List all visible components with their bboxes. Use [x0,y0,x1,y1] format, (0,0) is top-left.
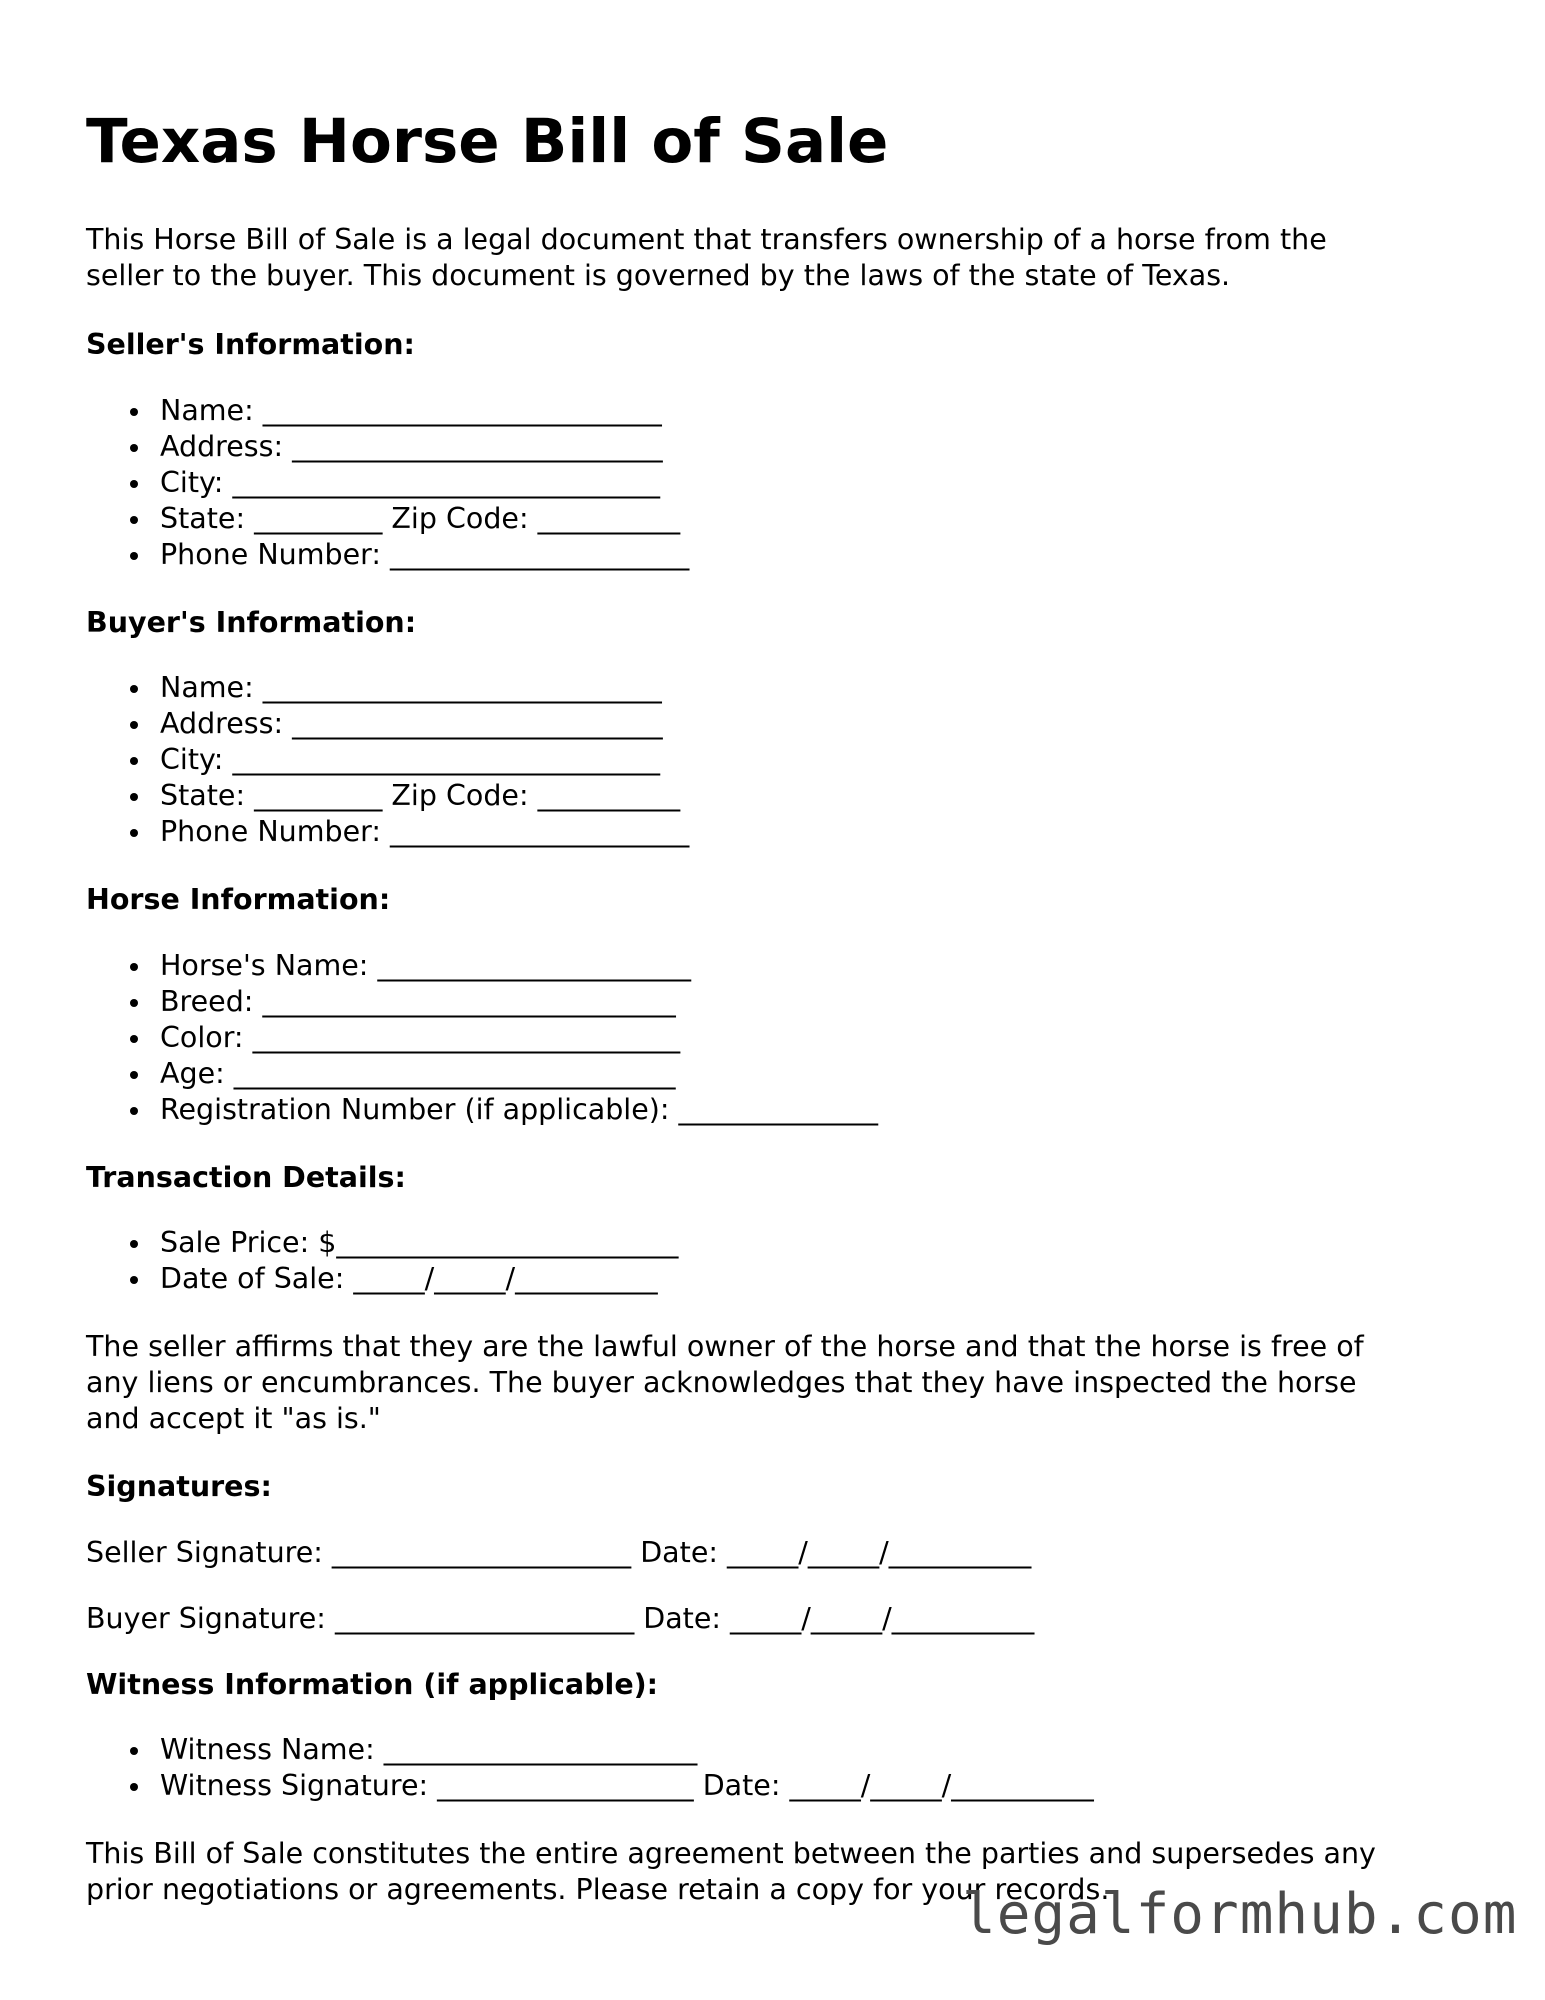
intro-paragraph [86,222,1327,294]
seller-phone-field: Phone Number: _____________________ [86,537,689,573]
sale-price-field: Sale Price: $________________________ [86,1225,678,1261]
horse-heading: Horse Information: [86,883,391,916]
closing-line-2: prior negotiations or agreements. Please retain a copy for your records. [86,1873,1110,1906]
page-title: Texas Horse Bill of Sale [86,106,889,177]
horse-name-field: Horse's Name: ______________________ [86,948,878,984]
intro-line-1: This Horse Bill of Sale is a legal document that transfers ownership of a horse from the [86,223,1327,256]
watermark-logo: legalformhub.com [962,1882,1518,1947]
horse-list [86,948,878,1128]
seller-signature-line: Seller Signature: _____________________ Date: _____/_____/__________ [86,1536,1032,1569]
witness-heading: Witness Information (if applicable): [86,1668,659,1701]
witness-signature-field: Witness Signature: __________________ Date: _____/_____/__________ [86,1768,1094,1804]
buyer-list [86,670,689,850]
intro-line-2: seller to the buyer. This document is governed by the laws of the state of Texas. [86,259,1231,292]
seller-list [86,393,689,573]
affirmation-line-3: and accept it "as is." [86,1402,381,1435]
witness-name-field: Witness Name: ______________________ [86,1732,1094,1768]
buyer-name-field: Name: ____________________________ [86,670,689,706]
buyer-heading: Buyer's Information: [86,606,417,639]
seller-heading: Seller's Information: [86,328,415,361]
transaction-heading: Transaction Details: [86,1161,406,1194]
buyer-city-field: City: ______________________________ [86,742,689,778]
buyer-state-zip-field: State: _________ Zip Code: __________ [86,778,689,814]
buyer-address-field: Address: __________________________ [86,706,689,742]
buyer-signature-line: Buyer Signature: _____________________ Date: _____/_____/__________ [86,1602,1035,1635]
seller-city-field: City: ______________________________ [86,465,689,501]
sale-date-field: Date of Sale: _____/_____/__________ [86,1261,678,1297]
witness-list [86,1732,1094,1804]
horse-age-field: Age: _______________________________ [86,1056,878,1092]
affirmation-paragraph [86,1329,1364,1437]
seller-address-field: Address: __________________________ [86,429,689,465]
affirmation-line-1: The seller affirms that they are the lawful owner of the horse and that the horse is free of [86,1330,1364,1363]
seller-name-field: Name: ____________________________ [86,393,689,429]
closing-line-1: This Bill of Sale constitutes the entire agreement between the parties and supersedes any [86,1837,1376,1870]
horse-breed-field: Breed: _____________________________ [86,984,878,1020]
transaction-list [86,1225,678,1297]
horse-color-field: Color: ______________________________ [86,1020,878,1056]
signatures-heading: Signatures: [86,1470,272,1503]
seller-state-zip-field: State: _________ Zip Code: __________ [86,501,689,537]
affirmation-line-2: any liens or encumbrances. The buyer acknowledges that they have inspected the horse [86,1366,1357,1399]
horse-registration-field: Registration Number (if applicable): ______________ [86,1092,878,1128]
buyer-phone-field: Phone Number: _____________________ [86,814,689,850]
